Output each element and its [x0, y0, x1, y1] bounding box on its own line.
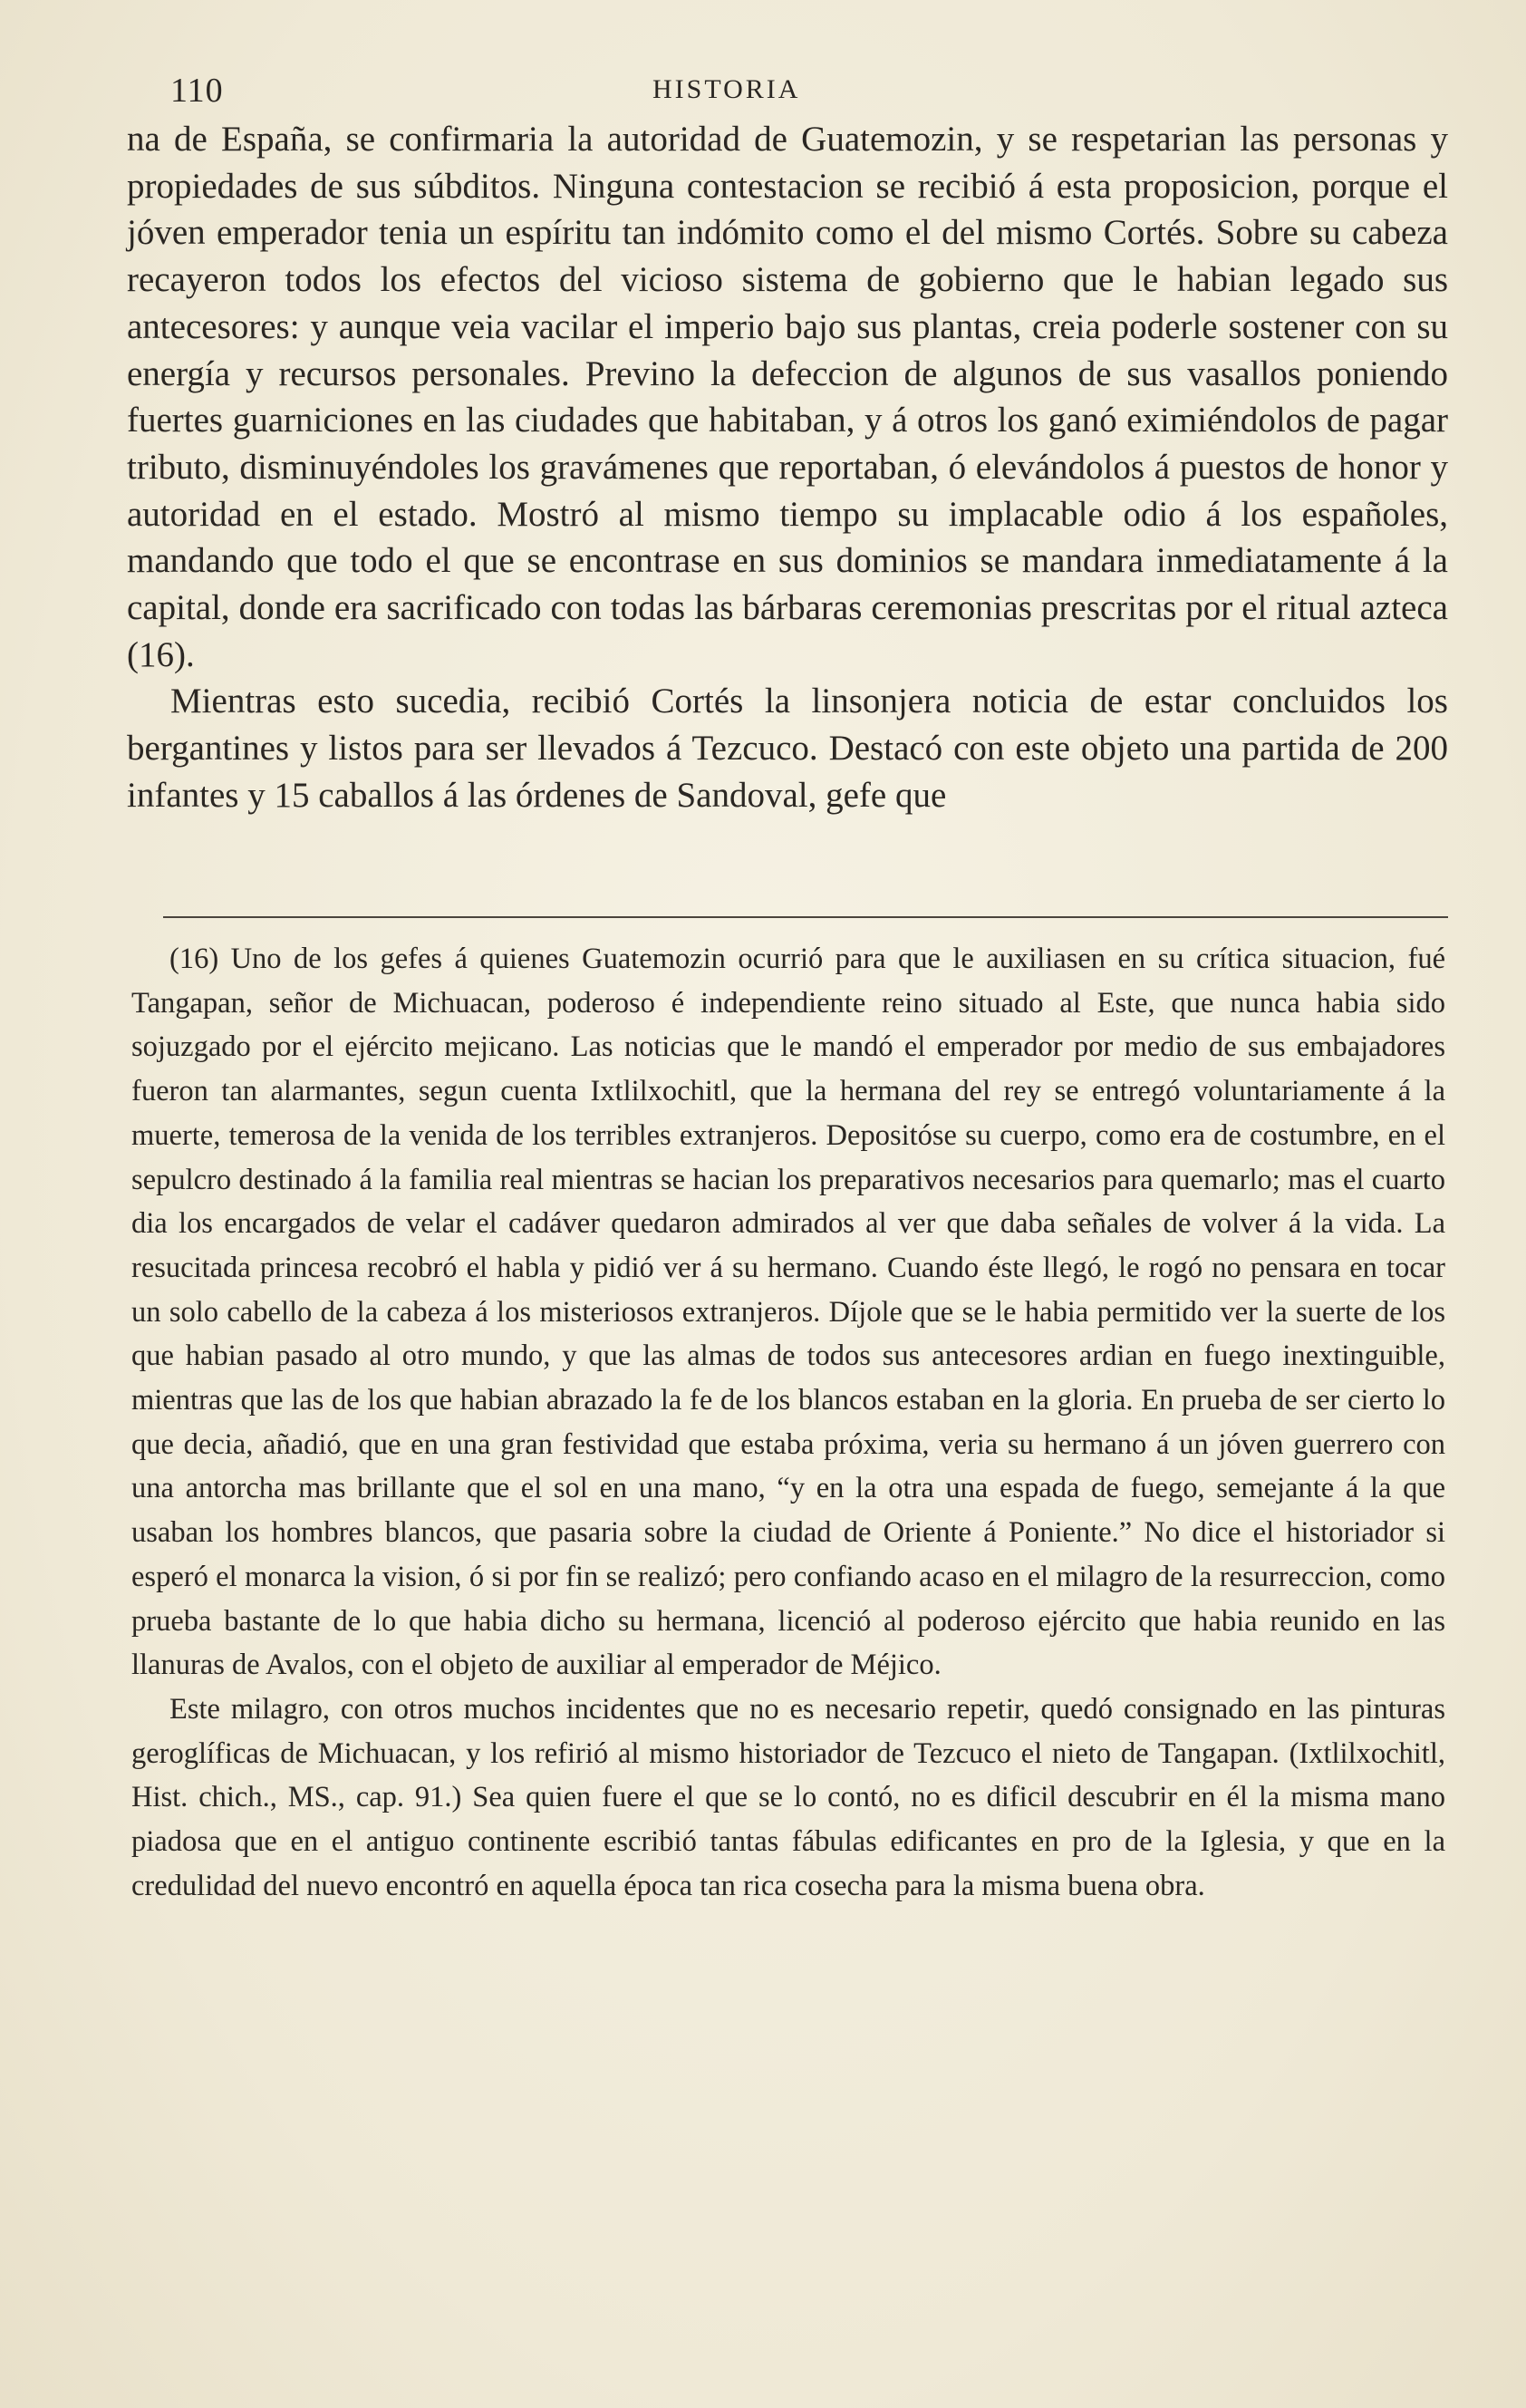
- main-text: [127, 116, 1448, 819]
- footnote-paragraph: (16) Uno de los gefes á quienes Guatemozin ocurrió para que le auxiliasen en su crítica situacion, fué Tangapan, señor de Michuacan, poderoso é independiente reino situado al Este, que nunca habia sido sojuzgado por el ejército mejicano. Las noticias que le mandó el emperador por medio de sus embajadores fueron tan alarmantes, segun cuenta Ixtlilxochitl, que la hermana del rey se entregó voluntariamente á la muerte, temerosa de la venida de los terribles extranjeros. Depositóse su cuerpo, como era de costumbre, en el sepulcro destinado á la familia real mientras se hacian los preparativos necesarios para quemarlo; mas el cuarto dia los encargados de velar el cadáver quedaron admirados al ver que daba señales de volver á la vida. La resucitada princesa recobró el habla y pidió ver á su hermano. Cuando éste llegó, le rogó no pensara en tocar un solo cabello de la cabeza á los misteriosos extranjeros. Díjole que se le habia permitido ver la suerte de los que habian pasado al otro mundo, y que las almas de todos sus antecesores ardian en fuego inextinguible, mientras que las de los que habian abrazado la fe de los blancos estaban en la gloria. En prueba de ser cierto lo que decia, añadió, que en una gran festividad que estaba próxima, veria su hermano á un jóven guerrero con una antorcha mas brillante que el sol en una mano, “y en la otra una espada de fuego, semejante á la que usaban los hombres blancos, que pasaria sobre la ciudad de Oriente á Poniente.” No dice el historiador si esperó el monarca la vision, ó si por fin se realizó; pero confiando acaso en el milagro de la resurreccion, como prueba bastante de lo que habia dicho su hermana, licenció al poderoso ejército que habia reunido en las llanuras de Avalos, con el objeto de auxiliar al emperador de Méjico.: [131, 943, 1445, 1682]
- body-paragraph: Mientras esto sucedia, recibió Cortés la linsonjera noticia de estar concluidos los bergantines y listos para ser llevados á Tezcuco. Destacó con este objeto una partida de 200 infantes y 15 caballos á las órdenes de Sandoval, gefe que: [127, 682, 1448, 815]
- page-header: [127, 71, 1450, 116]
- running-head: HISTORIA: [652, 74, 801, 104]
- footnote-paragraph: Este milagro, con otros muchos incidentes que no es necesario repetir, quedó consignado en las pinturas geroglíficas de Michuacan, y los refirió al mismo historiador de Tezcuco el nieto de Tangapan. (Ixtlilxochitl, Hist. chich., MS., cap. 91.) Sea quien fuere el que se lo contó, no es dificil descubrir en él la misma mano piadosa que en el antiguo continente escribió tantas fábulas edificantes en pro de la Iglesia, y que en la credulidad del nuevo encontró en aquella época tan rica cosecha para la misma buena obra.: [131, 1692, 1445, 1902]
- footnote-separator: [163, 916, 1448, 918]
- page-number: 110: [170, 72, 224, 110]
- footnote: [131, 937, 1445, 1908]
- body-paragraph: na de España, se confirmaria la autoridad de Guatemozin, y se respetarian las personas y propiedades de sus súbditos. Ninguna contestacion se recibió á esta proposicion, porque el jóven emperador tenia un espíritu tan indómito como el del mismo Cortés. Sobre su cabeza recayeron todos los efectos del vicioso sistema de gobierno que le habian legado sus antecesores: y aunque veia vacilar el imperio bajo sus plantas, creia poderle sostener con su energía y recursos personales. Previno la defeccion de algunos de sus vasallos poniendo fuertes guarniciones en las ciudades que habitaban, y á otros los ganó eximiéndolos de pagar tributo, disminuyéndoles los gravámenes que reportaban, ó elevándolos á puestos de honor y autoridad en el estado. Mostró al mismo tiempo su implacable odio á los españoles, mandando que todo el que se encontrase en sus dominios se mandara inmediatamente á la capital, donde era sacrificado con todas las bárbaras ceremonias prescritas por el ritual azteca (16).: [127, 120, 1448, 674]
